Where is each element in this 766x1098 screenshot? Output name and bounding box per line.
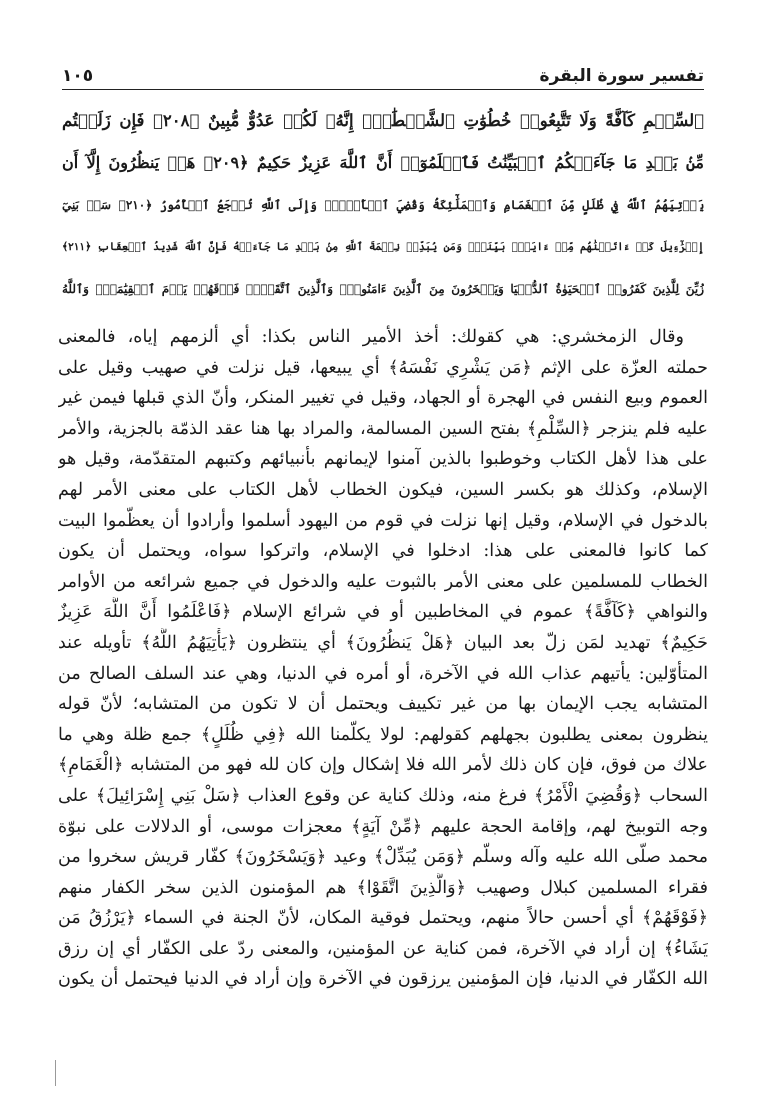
header-rule bbox=[62, 89, 704, 90]
commentary-line: عليه فلم ينزجر ﴿السِّلْمِ﴾ بفتح السين المسالمة، والمراد بها هنا عقد الذمّة بالجزية، والأمر bbox=[58, 418, 708, 439]
quran-line: ٱلسِّلۡمِ كَآفَّةً وَلَا تَتَّبِعُوا۟ خُطُوَٰتِ ٱلشَّيۡطَٰنِۚ إِنَّهُۥ لَكُمۡ عَدُوٌّ مُّبِينٌ ﴿٢٠٨﴾ فَإِن زَلَلۡتُم bbox=[62, 111, 704, 130]
commentary-line: وجه التوبيخ لهم، وإقامة الحجة عليهم ﴿مِّنْ آيَةٍ﴾ معجزات موسى، أو الدلالات على نبوّة bbox=[58, 816, 708, 837]
quran-line: يَأۡتِيَهُمُ ٱللَّهُ فِي ظُلَلٍ مِّنَ ٱلۡغَمَامِ وَٱلۡمَلَٰٓئِكَةُ وَقُضِيَ ٱلۡأَمۡرُۚ وَإِلَى ٱللَّهِ تُرۡجَعُ ٱلۡأُمُورُ ﴿٢١٠﴾ سَلۡ بَنِيٓ bbox=[62, 198, 704, 212]
commentary-line: الله الكفّار في الدنيا، فإن المؤمنين يرزقون في الآخرة وإن أراد في الدنيا فيحتمل أن يكون bbox=[58, 969, 708, 990]
commentary-line: كما كانوا فالمعنى على هذا: ادخلوا في الإسلام، واتركوا سواه، ويحتمل أن يكون bbox=[58, 541, 708, 562]
quran-verses-block bbox=[62, 100, 704, 318]
commentary-line: حَكِيمٌ﴾ تهديد لمَن زلّ بعد البيان ﴿هَلْ يَنظُرُونَ﴾ أي ينتظرون ﴿يَأْتِيَهُمُ اللَّهُ﴾ تأويله عند bbox=[58, 632, 708, 653]
commentary-line: علاك من فوق، فإن كان ذلك لأمر الله فلا إشكال وإن كان لله فهو من المتشابه ﴿الْغَمَامِ﴾ bbox=[58, 755, 708, 776]
commentary-line: على هذا لأهل الكتاب وخوطبوا بالذين آمنوا لإيمانهم بأنبيائهم وكتبهم المتقدّمة، وقيل هو bbox=[58, 449, 708, 470]
commentary-line: السحاب ﴿وَقُضِيَ الْأَمْرُ﴾ فرغ منه، وذلك كناية عن وقوع العذاب ﴿سَلْ بَنِي إِسْرَائِيلَ﴾ على bbox=[58, 785, 708, 806]
commentary-line: والنواهي ﴿كَآفَّةً﴾ عموم في المخاطبين أو في شرائع الإسلام ﴿فَاعْلَمُوا أَنَّ اللَّهَ عَزِيزٌ bbox=[58, 602, 708, 623]
margin-mark bbox=[55, 1060, 58, 1086]
commentary-line: الخطاب للمسلمين على معنى الأمر بالثبوت عليه والدخول في جميع شرائعه من الأوامر bbox=[58, 571, 708, 592]
page-header bbox=[62, 60, 704, 86]
page-number: ١٠٥ bbox=[62, 66, 94, 86]
commentary-line: المتأوّلين: يأتيهم عذاب الله في الآخرة، أو أمره في الدنيا، وهي عند السلف الصالح من bbox=[58, 663, 708, 684]
commentary-line: فقراء المسلمين كبلال وصهيب ﴿وَالَّذِينَ اتَّقَوْا﴾ هم المؤمنون الذين سخر الكفار منهم bbox=[58, 877, 708, 898]
quran-line: إِسۡرَٰٓءِيلَ كَمۡ ءَاتَيۡنَٰهُم مِّنۡ ءَايَةِۭ بَيِّنَةٖۗ وَمَن يُبَدِّلۡ نِعۡمَةَ ٱللَّهِ مِنۢ بَعۡدِ مَا جَآءَتۡهُ فَإِنَّ ٱللَّهَ شَدِيدُ ٱلۡعِقَابِ ﴿٢١١﴾ bbox=[62, 241, 704, 253]
quran-line: مِّنۢ بَعۡدِ مَا جَآءَتۡكُمُ ٱلۡبَيِّنَٰتُ فَٱعۡلَمُوٓا۟ أَنَّ ٱللَّهَ عَزِيزٌ حَكِيمٌ ﴿٢٠٩﴾ هَلۡ يَنظُرُونَ إِلَّآ أَن bbox=[62, 153, 704, 172]
commentary-line: حملته العزّة على الإثم ﴿مَن يَشْرِي نَفْسَهُ﴾ أي يبيعها، قيل نزلت في صهيب وقيل على bbox=[58, 357, 708, 378]
commentary-line: يَشَاءُ﴾ إن أراد في الآخرة، فمن كناية عن المؤمنين، والمعنى ردّ على الكفّار أي إن رزق bbox=[58, 938, 708, 959]
commentary-text bbox=[58, 322, 708, 995]
commentary-line: العموم وبيع النفس في الهجرة أو الجهاد، وقيل في تغيير المنكر، وأنّ الذي قبلها فيمن غير bbox=[58, 388, 708, 409]
quran-line: زُيِّنَ لِلَّذِينَ كَفَرُوا۟ ٱلۡحَيَوٰةُ ٱلدُّنۡيَا وَيَسۡخَرُونَ مِنَ ٱلَّذِينَ ءَامَنُوا۟ۘ وَٱلَّذِينَ ٱتَّقَوۡا۟ فَوۡقَهُمۡ يَوۡمَ ٱلۡقِيَٰمَةِۗ وَٱللَّهُ bbox=[62, 282, 704, 296]
commentary-line: وقال الزمخشري: هي كقولك: أخذ الأمير الناس بكذا: أي ألزمهم إياه، فالمعنى bbox=[58, 327, 684, 347]
commentary-line: ينظرون بمعنى يطلبون بجهلهم كقولهم: لولا يكلّمنا الله ﴿فِي ظُلَلٍ﴾ جمع ظلة وهي ما bbox=[58, 724, 708, 745]
commentary-line: بالدخول في الإسلام، وقيل إنها نزلت في قوم من اليهود أسلموا وأرادوا أن يعظّموا البيت bbox=[58, 510, 708, 531]
commentary-line: ﴿فَوْقَهُمْ﴾ أي أحسن حالاً منهم، ويحتمل فوقية المكان، لأنّ الجنة في السماء ﴿يَرْزُقُ مَن bbox=[58, 908, 708, 929]
commentary-line: المتشابه يجب الإيمان بها من غير تكييف ويحتمل أن لا تكون من المتشابه؛ لأنّ قوله bbox=[58, 694, 708, 715]
commentary-line: محمد صلّى الله عليه وآله وسلّم ﴿وَمَن يُبَدِّلْ﴾ وعيد ﴿وَيَسْخَرُونَ﴾ كفّار قريش سخروا من bbox=[58, 847, 708, 868]
commentary-line: الإسلام، وكذلك هو بكسر السين، فيكون الخطاب لأهل الكتاب على معنى الأمر لهم bbox=[58, 479, 708, 500]
running-title: تفسير سورة البقرة bbox=[539, 66, 704, 86]
